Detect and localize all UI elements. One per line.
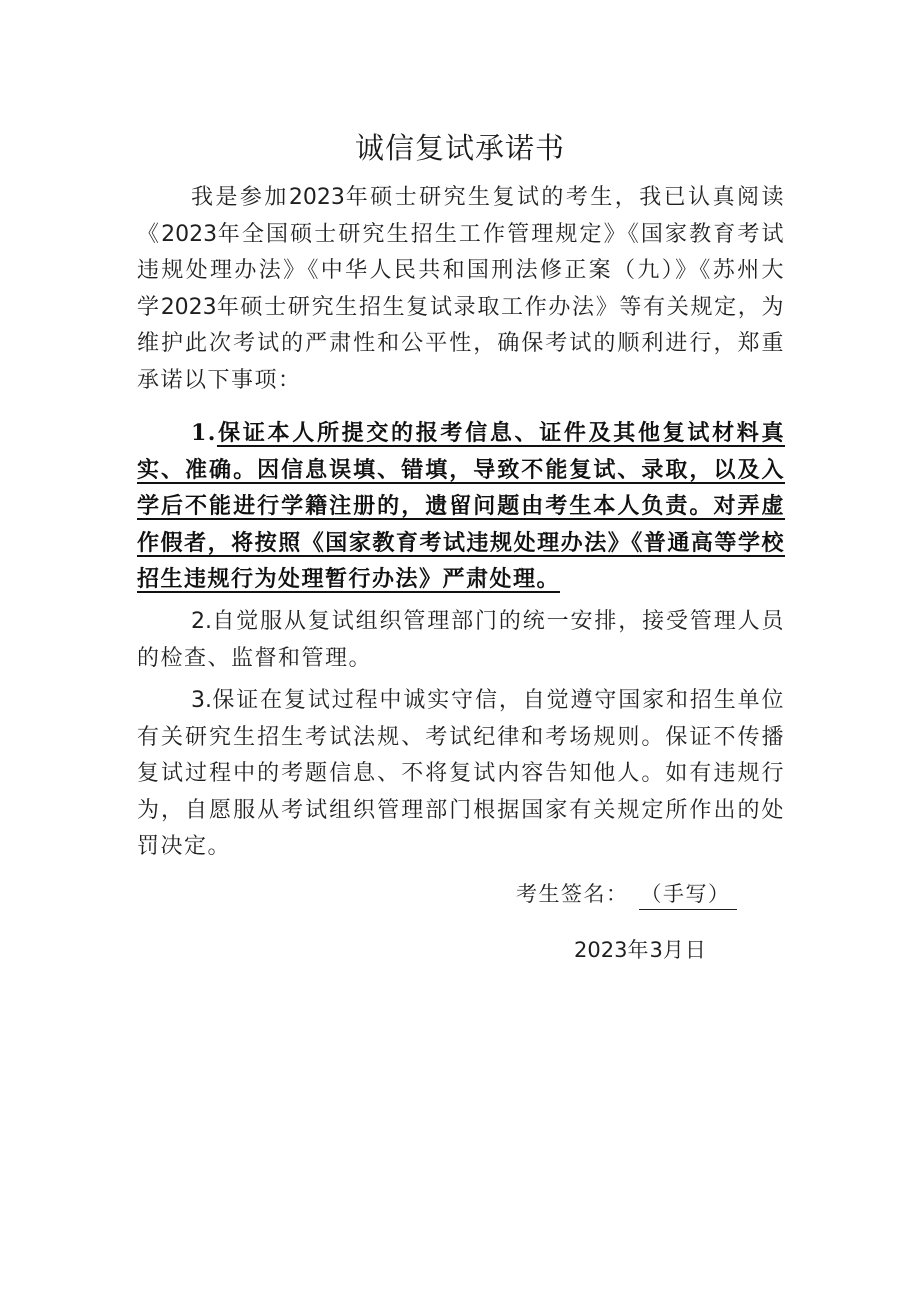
signature-label: 考生签名：	[516, 882, 629, 906]
item-1-number: 1.	[191, 420, 217, 446]
intro-paragraph	[137, 180, 785, 399]
date-year-suffix: 年	[627, 938, 650, 962]
commitment-item-1	[137, 415, 785, 598]
intro-year-2: 2023	[161, 221, 218, 247]
intro-year-1: 2023	[288, 185, 345, 210]
item-1-text: 保证本人所提交的报考信息、证件及其他复试材料真实、准确。因信息误填、错填，导致不能复试、录取，以及入学后不能进行学籍注册的，遗留问题由考生本人负责。对弄虚作假者，将按照《国家教育考试违规处理办法》《普通高等学校招生违规行为处理暂行办法》严肃处理。	[137, 420, 785, 592]
item-2-number: 2.	[191, 609, 212, 634]
item-3-text: 保证在复试过程中诚实守信，自觉遵守国家和招生单位有关研究生招生考试法规、考试纪律和考场规则。保证不传播复试过程中的考题信息、不将复试内容告知他人。如有违规行为，自愿服从考试组织管理部门根据国家有关规定所作出的处罚决定。	[137, 688, 785, 859]
signature-line	[516, 876, 737, 912]
item-2-text: 自觉服从复试组织管理部门的统一安排，接受管理人员的检查、监督和管理。	[137, 609, 785, 671]
date-month: 3	[649, 938, 663, 962]
item-3-number: 3.	[191, 688, 212, 713]
intro-year-3: 2023	[160, 294, 217, 320]
intro-text-2: 年硕士研究生复试的考生，我已认真阅读《	[137, 185, 785, 247]
date-month-suffix: 月日	[662, 938, 707, 962]
commitment-item-3	[137, 683, 785, 866]
date-year: 2023	[574, 938, 628, 962]
commitment-item-2	[137, 604, 785, 677]
page-title: 诚信复试承诺书	[354, 131, 565, 165]
date-line	[574, 932, 707, 968]
intro-text-1: 我是参加	[191, 185, 289, 210]
intro-text-3: 年全国硕士研究生招生工作管理规定》《国家教育考试违规处理办法》《中华人民共和国刑法修正案（九）》《苏州大学	[137, 221, 785, 320]
intro-text-4: 年硕士研究生招生复试录取工作办法》等有关规定，为维护此次考试的严肃性和公平性，确保考试的顺利进行，郑重承诺以下事项：	[137, 294, 785, 393]
signature-handwrite-field: （手写）	[639, 879, 737, 910]
